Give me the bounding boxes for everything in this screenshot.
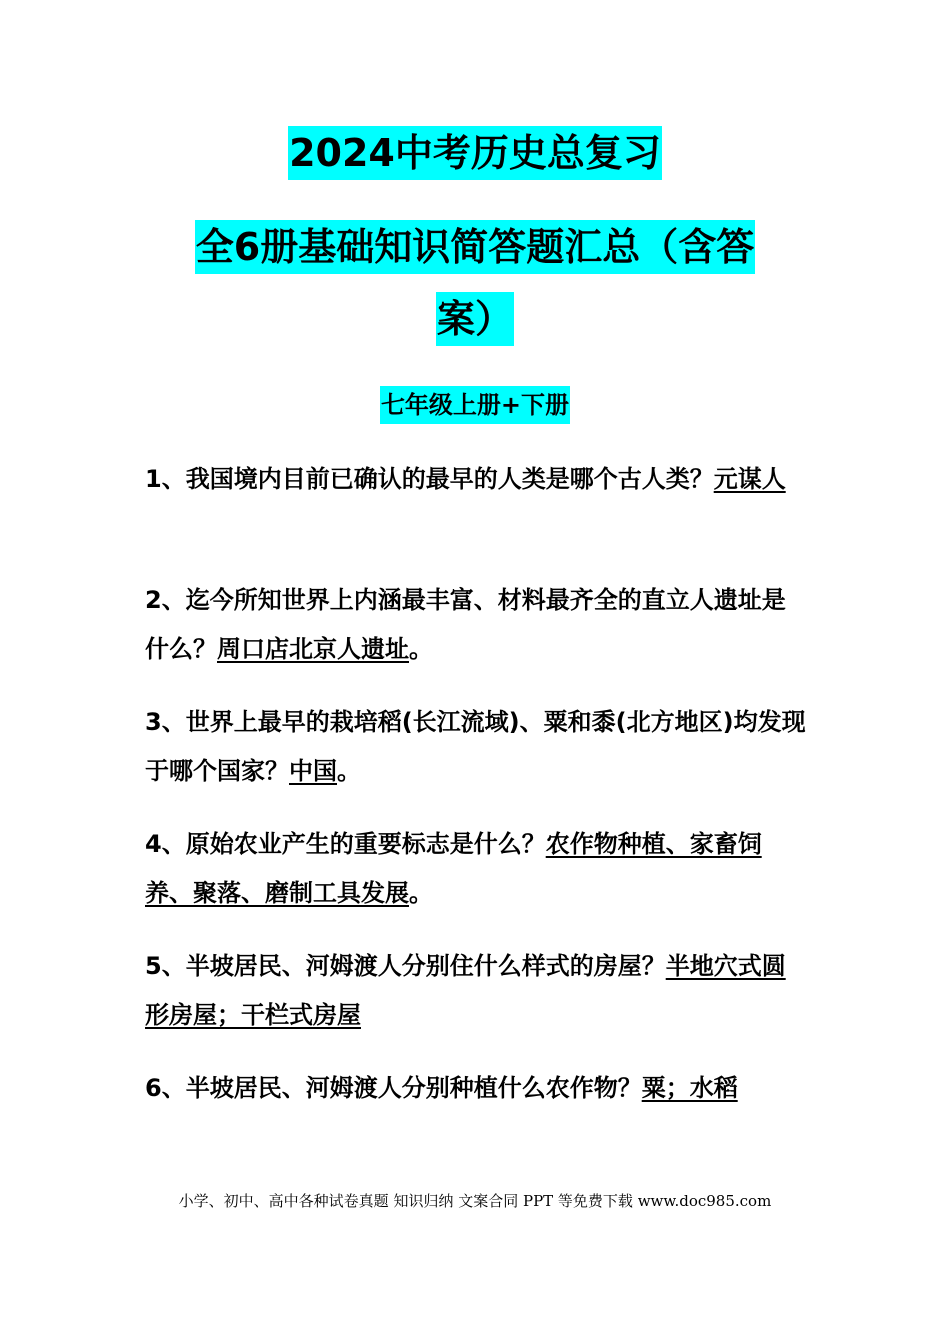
question-text: 1、我国境内目前已确认的最早的人类是哪个古人类？ xyxy=(145,465,714,493)
answer-text: 农作物种植、家畜饲养、聚落、磨制工具发展 xyxy=(145,830,762,907)
answer-suffix: 。 xyxy=(337,757,361,785)
question-item xyxy=(145,942,807,1040)
title-line-1-text: 2024中考历史总复习 xyxy=(288,126,662,180)
answer-text: 半地穴式圆形房屋；干栏式房屋 xyxy=(145,952,786,1029)
title-line-2-text: 全6册基础知识简答题汇总（含答 xyxy=(195,220,755,274)
answer-text: 中国 xyxy=(289,757,337,785)
section-heading xyxy=(0,386,950,424)
question-text: 5、半坡居民、河姆渡人分别住什么样式的房屋？ xyxy=(145,952,666,980)
page-footer: 小学、初中、高中各种试卷真题 知识归纳 文案合同 PPT 等免费下载 www.doc985.com xyxy=(178,1192,772,1210)
question-text: 3、世界上最早的栽培稻(长江流域)、粟和黍(北方地区)均发现于哪个国家？ xyxy=(145,708,806,785)
answer-text: 周口店北京人遗址 xyxy=(217,635,409,663)
question-item xyxy=(145,698,807,796)
answer-suffix: 。 xyxy=(409,879,433,907)
question-text: 4、原始农业产生的重要标志是什么？ xyxy=(145,830,546,858)
answer-text: 元谋人 xyxy=(713,465,786,493)
answer-text: 粟；水稻 xyxy=(641,1074,738,1102)
question-item xyxy=(145,576,807,674)
question-text: 6、半坡居民、河姆渡人分别种植什么农作物？ xyxy=(145,1074,642,1102)
section-heading-text: 七年级上册+下册 xyxy=(380,386,570,424)
question-item xyxy=(145,1064,807,1113)
title-line-3-text: 案） xyxy=(436,292,514,346)
question-item xyxy=(145,820,807,918)
answer-suffix: 。 xyxy=(409,635,433,663)
question-text: 2、迄今所知世界上内涵最丰富、材料最齐全的直立人遗址是什么？ xyxy=(145,586,786,663)
title-line-3 xyxy=(0,292,950,346)
question-item xyxy=(145,455,807,504)
title-line-2 xyxy=(170,220,780,274)
title-line-1 xyxy=(0,126,950,180)
